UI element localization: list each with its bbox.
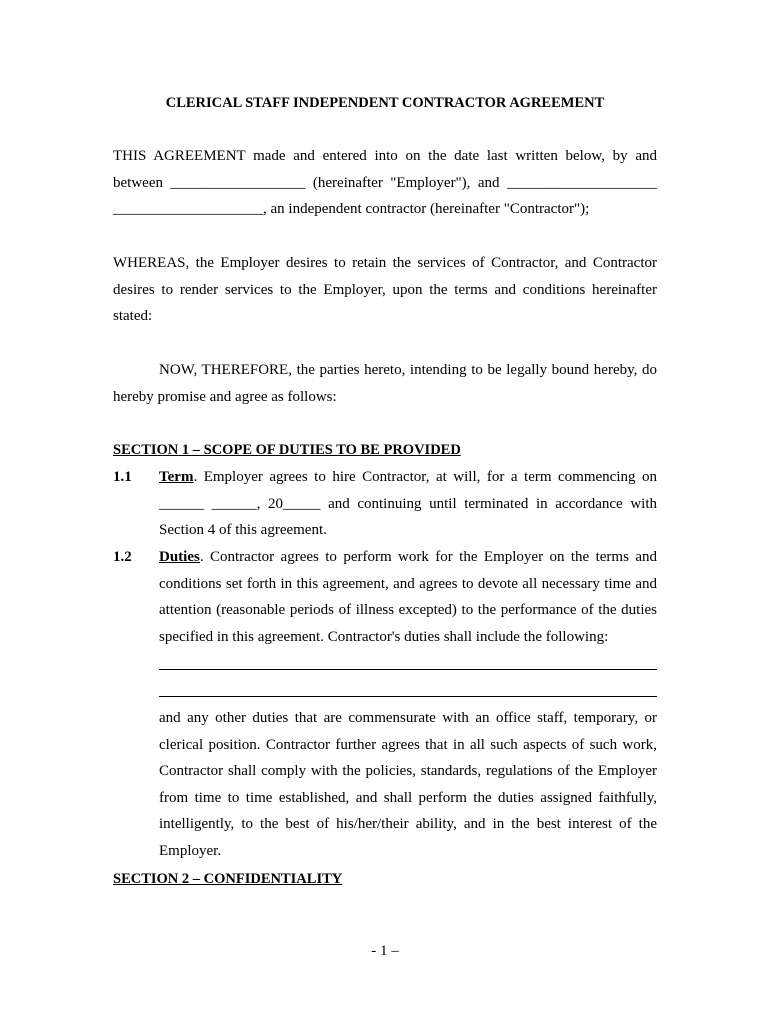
now-therefore-paragraph xyxy=(113,357,657,410)
whereas-line-2: desires to render services to the Employer, upon the terms and conditions hereinafter xyxy=(113,281,657,298)
duties-cont-line-6: Employer. xyxy=(159,842,222,859)
duties-cont-line-4: from time to time established, and shall perform the duties assigned faithfully, xyxy=(159,789,657,806)
item-1-1-line-2: ______ ______, 20_____ and continuing until terminated in accordance with xyxy=(159,495,657,512)
section-1-heading: SECTION 1 – SCOPE OF DUTIES TO BE PROVIDED xyxy=(113,442,461,458)
item-1-2-text xyxy=(159,544,657,650)
item-1-2-line-1-text: . Contractor agrees to perform work for the Employer on the terms and xyxy=(199,549,657,565)
duties-cont-line-5: intelligently, to the best of his/her/their ability, and in the best interest of the xyxy=(159,816,657,832)
page-number: - 1 – xyxy=(371,943,399,959)
item-1-2-line-1 xyxy=(159,544,657,571)
intro-line-2: between __________________ (hereinafter "Employer"), and ____________________ xyxy=(113,174,657,191)
duties-continuation xyxy=(159,705,657,864)
item-1-2-line-2: conditions set forth in this agreement, and agrees to devote all necessary time and xyxy=(159,575,657,592)
duties-label: Duties xyxy=(159,549,200,565)
whereas-paragraph xyxy=(113,250,657,330)
now-therefore-line-1: NOW, THEREFORE, the parties hereto, intending to be legally bound hereby, do xyxy=(159,362,657,378)
section-2-heading: SECTION 2 – CONFIDENTIALITY xyxy=(113,871,343,887)
item-1-1-line-3: Section 4 of this agreement. xyxy=(159,522,327,538)
duties-cont-line-1: and any other duties that are commensurate with an office staff, temporary, or xyxy=(159,710,657,726)
duties-cont-line-3: Contractor shall comply with the policies, standards, regulations of the Employer xyxy=(159,763,657,779)
duties-blank-line-1 xyxy=(159,669,657,670)
item-1-2-number: 1.2 xyxy=(113,549,132,565)
item-1-1-text xyxy=(159,464,657,544)
item-1-1-line-1-text: . Employer agrees to hire Contractor, at will, for a term commencing on xyxy=(193,469,657,485)
whereas-line-1: WHEREAS, the Employer desires to retain the services of Contractor, and Contractor xyxy=(113,255,657,271)
now-therefore-line-2: hereby promise and agree as follows: xyxy=(113,388,337,405)
item-1-1-number: 1.1 xyxy=(113,469,132,485)
duties-blank-line-2 xyxy=(159,696,657,697)
term-label: Term xyxy=(159,469,194,485)
document-title: CLERICAL STAFF INDEPENDENT CONTRACTOR AGREEMENT xyxy=(165,95,605,111)
item-1-1-line-1 xyxy=(159,464,657,491)
item-1-2-line-3: attention (reasonable periods of illness excepted) to the performance of the duties xyxy=(159,602,657,618)
duties-cont-line-2: clerical position. Contractor further agrees that in all such aspects of such work, xyxy=(159,736,657,753)
intro-line-1: THIS AGREEMENT made and entered into on the date last written below, by and xyxy=(113,148,657,164)
whereas-line-3: stated: xyxy=(113,308,153,324)
item-1-2-line-4: specified in this agreement. Contractor's duties shall include the following: xyxy=(159,628,609,645)
intro-line-3: ____________________, an independent contractor (hereinafter "Contractor"); xyxy=(113,201,590,217)
intro-paragraph xyxy=(113,143,657,223)
